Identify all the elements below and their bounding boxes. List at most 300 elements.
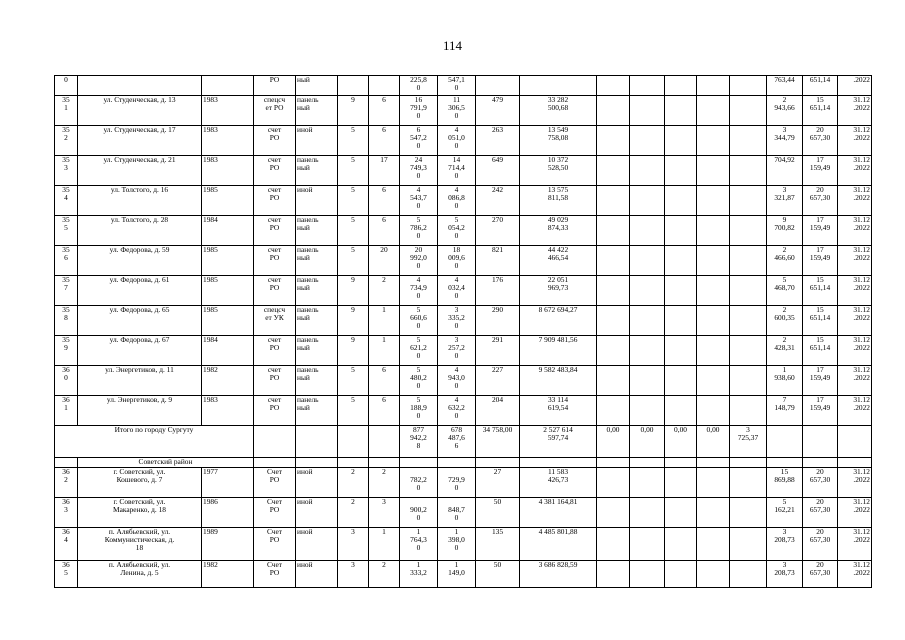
table-cell: 651,14	[803, 76, 838, 96]
table-cell: 821	[476, 246, 520, 276]
table-cell: счет РО	[254, 126, 296, 156]
table-cell	[665, 246, 697, 276]
table-cell	[697, 276, 730, 306]
table-cell: 479	[476, 96, 520, 126]
table-cell: 15 651,14	[803, 336, 838, 366]
table-cell: 5	[338, 366, 369, 396]
table-cell	[730, 396, 767, 426]
table-cell: панель ный	[296, 336, 338, 366]
table-cell	[665, 96, 697, 126]
table-cell: ул. Энергетиков, д. 11	[78, 366, 202, 396]
table-cell: 4 943,0 0	[438, 366, 476, 396]
table-cell: 1	[369, 336, 400, 366]
table-cell: 10 372 528,50	[520, 156, 597, 186]
table-cell	[630, 276, 665, 306]
table-cell	[338, 76, 369, 96]
table-cell: Счет РО	[254, 561, 296, 588]
table-cell: ул. Толстого, д. 16	[78, 186, 202, 216]
table-cell: 31.12 .2022	[838, 126, 872, 156]
table-cell: 17 159,49	[803, 396, 838, 426]
table-cell: 36 0	[55, 366, 78, 396]
total-value: 2 527 614 597,74	[520, 426, 597, 458]
table-cell	[730, 498, 767, 528]
table-row	[55, 396, 872, 426]
table-cell: счет РО	[254, 246, 296, 276]
table-cell	[597, 276, 630, 306]
table-cell: 20 657,30	[803, 186, 838, 216]
table-cell: 9 700,82	[767, 216, 803, 246]
table-cell	[665, 216, 697, 246]
table-cell	[338, 426, 369, 458]
table-cell: 1977	[202, 468, 254, 498]
table-cell: 704,92	[767, 156, 803, 186]
table-cell	[697, 186, 730, 216]
table-cell: 35 4	[55, 186, 78, 216]
table-cell: 3 208,73	[767, 561, 803, 588]
table-cell: 5 054,2 0	[438, 216, 476, 246]
total-value: 0,00	[665, 426, 697, 458]
table-cell	[597, 186, 630, 216]
total-label: Итого по городу Сургуту	[55, 426, 254, 458]
table-cell	[665, 276, 697, 306]
table-row	[55, 498, 872, 528]
table-cell: 4 734,9 0	[400, 276, 438, 306]
table-cell: 17 159,49	[803, 246, 838, 276]
table-cell: 33 282 500,68	[520, 96, 597, 126]
table-cell: 3 686 828,59	[520, 561, 597, 588]
table-row	[55, 276, 872, 306]
table-cell: иной	[296, 528, 338, 561]
table-cell	[803, 458, 838, 468]
table-cell	[597, 246, 630, 276]
table-cell: 6	[369, 126, 400, 156]
table-cell: 17 159,49	[803, 216, 838, 246]
table-cell: 1983	[202, 396, 254, 426]
table-cell: 36 1	[55, 396, 78, 426]
table-cell	[697, 76, 730, 96]
table-cell: 35 9	[55, 336, 78, 366]
table-cell: 4 632,2 0	[438, 396, 476, 426]
table-cell	[697, 336, 730, 366]
table-cell: 44 422 466,54	[520, 246, 597, 276]
table-cell: 763,44	[767, 76, 803, 96]
table-cell	[730, 246, 767, 276]
table-cell: Счет РО	[254, 498, 296, 528]
table-row	[55, 96, 872, 126]
table-cell: 6	[369, 396, 400, 426]
table-cell	[665, 468, 697, 498]
table-cell: ул. Студенческая, д. 13	[78, 96, 202, 126]
table-cell	[730, 186, 767, 216]
table-cell	[730, 156, 767, 186]
table-cell: панель ный	[296, 366, 338, 396]
table-cell: 33 114 619,54	[520, 396, 597, 426]
table-cell: 1	[369, 306, 400, 336]
table-cell: 9 582 483,84	[520, 366, 597, 396]
table-cell	[254, 426, 296, 458]
table-cell	[630, 458, 665, 468]
table-cell: иной	[296, 561, 338, 588]
table-cell	[665, 458, 697, 468]
table-row	[55, 126, 872, 156]
table-cell: 36 5	[55, 561, 78, 588]
table-cell: 5 188,9 0	[400, 396, 438, 426]
table-cell: 1 938,60	[767, 366, 803, 396]
table-cell: 20	[369, 246, 400, 276]
table-cell: 1 764,3 0	[400, 528, 438, 561]
table-cell: 20 992,0 0	[400, 246, 438, 276]
table-cell: п. Алябьевский, ул. Ленина, д. 5	[78, 561, 202, 588]
table-cell	[767, 458, 803, 468]
table-cell	[665, 306, 697, 336]
table-cell	[665, 336, 697, 366]
table-cell: РО	[254, 76, 296, 96]
table-cell	[697, 561, 730, 588]
table-cell	[697, 96, 730, 126]
table-row	[55, 528, 872, 561]
table-cell: 1985	[202, 186, 254, 216]
table-row	[55, 186, 872, 216]
table-cell: 2	[369, 468, 400, 498]
table-cell: 31.12 .2022	[838, 306, 872, 336]
table-cell: 848,7 0	[438, 498, 476, 528]
table-row	[55, 366, 872, 396]
table-cell	[730, 76, 767, 96]
table-cell: 0	[55, 76, 78, 96]
table-cell: счет РО	[254, 216, 296, 246]
table-cell: 3 321,87	[767, 186, 803, 216]
table-cell: 3	[369, 498, 400, 528]
table-cell: 1 398,0 0	[438, 528, 476, 561]
table-row	[55, 76, 872, 96]
table-cell: 1983	[202, 126, 254, 156]
table-row	[55, 156, 872, 186]
table-cell: ул. Федорова, д. 61	[78, 276, 202, 306]
table-cell: 35 5	[55, 216, 78, 246]
table-cell: 35 1	[55, 96, 78, 126]
table-cell: 20 657,30	[803, 468, 838, 498]
district-heading: Советский район	[78, 458, 254, 468]
table-cell: спецсч ет РО	[254, 96, 296, 126]
table-cell: 17 159,49	[803, 366, 838, 396]
table-cell	[697, 396, 730, 426]
table-cell	[730, 306, 767, 336]
table-cell: г. Советский, ул. Макаренко, д. 18	[78, 498, 202, 528]
table-cell	[665, 528, 697, 561]
table-cell: 5 468,70	[767, 276, 803, 306]
table-row	[55, 246, 872, 276]
page-number: 114	[442, 38, 463, 53]
table-cell: 31.12 .2022	[838, 396, 872, 426]
table-cell	[597, 561, 630, 588]
table-cell: 1 333,2	[400, 561, 438, 588]
table-cell	[369, 426, 400, 458]
table-cell	[630, 396, 665, 426]
table-cell: 14 714,4 0	[438, 156, 476, 186]
table-cell: 20 657,30	[803, 561, 838, 588]
table-cell	[730, 276, 767, 306]
table-cell: 1989	[202, 528, 254, 561]
table-cell: 2	[369, 561, 400, 588]
table-cell: 1985	[202, 306, 254, 336]
table-cell	[597, 216, 630, 246]
table-cell	[697, 366, 730, 396]
table-cell: 31.12 .2022	[838, 468, 872, 498]
table-cell	[438, 458, 476, 468]
table-cell: панель ный	[296, 156, 338, 186]
table-cell: 9	[338, 276, 369, 306]
table-cell: 2 428,31	[767, 336, 803, 366]
table-cell: 9	[338, 96, 369, 126]
table-cell	[296, 426, 338, 458]
table-cell	[697, 126, 730, 156]
table-cell	[597, 76, 630, 96]
table-cell: счет РО	[254, 336, 296, 366]
table-cell: 5	[338, 216, 369, 246]
table-cell: 3 344,79	[767, 126, 803, 156]
table-cell: 176	[476, 276, 520, 306]
table-cell	[697, 528, 730, 561]
table-row	[55, 336, 872, 366]
table-cell	[730, 216, 767, 246]
table-cell: 5 621,2 0	[400, 336, 438, 366]
table-cell: 20 657,30	[803, 498, 838, 528]
table-cell: 6	[369, 96, 400, 126]
table-cell: 2	[338, 468, 369, 498]
table-cell: 36 2	[55, 468, 78, 498]
table-cell	[597, 498, 630, 528]
table-cell	[803, 426, 838, 458]
table-cell: 290	[476, 306, 520, 336]
table-cell: .2022	[838, 76, 872, 96]
table-cell	[730, 126, 767, 156]
table-cell: 3 257,2 0	[438, 336, 476, 366]
table-cell: 35 7	[55, 276, 78, 306]
table-cell: 291	[476, 336, 520, 366]
table-cell: 6	[369, 186, 400, 216]
table-cell: 2 943,66	[767, 96, 803, 126]
table-cell	[597, 306, 630, 336]
table-cell: 5 786,2 0	[400, 216, 438, 246]
table-cell: 2	[338, 498, 369, 528]
table-cell	[665, 366, 697, 396]
table-cell	[476, 458, 520, 468]
table-cell: 50	[476, 561, 520, 588]
table-cell: 22 051 969,73	[520, 276, 597, 306]
table-cell: 7 909 481,56	[520, 336, 597, 366]
table-cell: 649	[476, 156, 520, 186]
table-cell: спецсч ет УК	[254, 306, 296, 336]
table-cell: 225,8 0	[400, 76, 438, 96]
table-cell: 242	[476, 186, 520, 216]
table-cell: 17 159,49	[803, 156, 838, 186]
table-cell: 11 306,5 0	[438, 96, 476, 126]
table-cell: иной	[296, 126, 338, 156]
table-cell: 31.12 .2022	[838, 561, 872, 588]
table-cell	[665, 156, 697, 186]
table-cell: 1983	[202, 156, 254, 186]
table-cell: панель ный	[296, 246, 338, 276]
total-value: 0,00	[630, 426, 665, 458]
table-cell	[665, 498, 697, 528]
table-cell	[838, 426, 872, 458]
table-cell	[520, 76, 597, 96]
table-cell	[697, 246, 730, 276]
table-cell: 263	[476, 126, 520, 156]
table-cell: 1984	[202, 336, 254, 366]
table-cell: 1985	[202, 246, 254, 276]
table-cell: 1982	[202, 561, 254, 588]
table-cell	[697, 498, 730, 528]
table-cell: счет РО	[254, 156, 296, 186]
table-cell: 17	[369, 156, 400, 186]
table-cell: 5	[338, 186, 369, 216]
table-cell	[697, 216, 730, 246]
table-cell: ный	[296, 76, 338, 96]
table-cell: 5 480,2 0	[400, 366, 438, 396]
table-cell: 9	[338, 306, 369, 336]
table-cell: 1	[369, 528, 400, 561]
table-cell	[296, 458, 338, 468]
table-cell: 4 543,7 0	[400, 186, 438, 216]
table-cell: 6 547,2 0	[400, 126, 438, 156]
table-cell: 35 8	[55, 306, 78, 336]
table-cell	[55, 458, 78, 468]
table-cell: 35 3	[55, 156, 78, 186]
table-cell: 4 051,0 0	[438, 126, 476, 156]
table-cell: 36 3	[55, 498, 78, 528]
table-cell: 5 660,6 0	[400, 306, 438, 336]
table-cell: панель ный	[296, 306, 338, 336]
table-cell: ул. Федорова, д. 65	[78, 306, 202, 336]
table-cell: панель ный	[296, 216, 338, 246]
table-cell: 3	[338, 561, 369, 588]
table-cell: 31.12 .2022	[838, 246, 872, 276]
table-cell: 135	[476, 528, 520, 561]
table-row	[55, 468, 872, 498]
table-cell: 7 148,79	[767, 396, 803, 426]
table-cell	[730, 96, 767, 126]
table-cell: счет РО	[254, 276, 296, 306]
total-value: 3 725,37	[730, 426, 767, 458]
table-cell: счет РО	[254, 186, 296, 216]
table-cell: 15 869,88	[767, 468, 803, 498]
table-cell	[697, 306, 730, 336]
table-cell: ул. Студенческая, д. 17	[78, 126, 202, 156]
table-cell: 20 657,30	[803, 528, 838, 561]
table-cell: 1982	[202, 366, 254, 396]
table-cell: 16 791,9 0	[400, 96, 438, 126]
table-cell	[630, 498, 665, 528]
table-cell	[730, 336, 767, 366]
table-cell: 1983	[202, 96, 254, 126]
table-cell: иной	[296, 186, 338, 216]
table-cell	[665, 186, 697, 216]
table-cell: 31.12 .2022	[838, 498, 872, 528]
table-cell: панель ный	[296, 276, 338, 306]
table-row	[55, 216, 872, 246]
table-cell: 2 466,60	[767, 246, 803, 276]
table-cell: п. Алябьевский, ул. Коммунистическая, д. 18	[78, 528, 202, 561]
table-cell: счет РО	[254, 396, 296, 426]
table-cell: 31.12 .2022	[838, 96, 872, 126]
table-cell	[767, 426, 803, 458]
table-cell	[697, 156, 730, 186]
table-cell: 31.12 .2022	[838, 276, 872, 306]
table-cell: 31.12 .2022	[838, 186, 872, 216]
table-cell: 4 381 164,81	[520, 498, 597, 528]
table-cell: 547,1 0	[438, 76, 476, 96]
table-cell: 24 749,3 0	[400, 156, 438, 186]
table-cell	[476, 76, 520, 96]
table-cell: 49 029 874,33	[520, 216, 597, 246]
table-cell	[630, 561, 665, 588]
table-cell: 227	[476, 366, 520, 396]
table-cell: ул. Энергетиков, д. 9	[78, 396, 202, 426]
table-cell	[597, 96, 630, 126]
table-cell: 2 600,35	[767, 306, 803, 336]
table-cell: 4 032,4 0	[438, 276, 476, 306]
total-value: 0,00	[697, 426, 730, 458]
table-cell: 3 208,73	[767, 528, 803, 561]
table-cell: 31.12 .2022	[838, 366, 872, 396]
table-cell: иной	[296, 498, 338, 528]
table-cell: 31.12 .2022	[838, 156, 872, 186]
table-cell: 31.12 .2022	[838, 336, 872, 366]
table-cell: 11 583 426,73	[520, 468, 597, 498]
table-cell	[665, 76, 697, 96]
table-cell	[630, 216, 665, 246]
table-cell	[630, 306, 665, 336]
table-cell	[697, 458, 730, 468]
table-cell: г. Советский, ул. Кошевого, д. 7	[78, 468, 202, 498]
table-cell: 1985	[202, 276, 254, 306]
table-cell	[630, 156, 665, 186]
total-row	[55, 426, 872, 458]
table-cell: 35 6	[55, 246, 78, 276]
table-row	[55, 561, 872, 588]
table-cell: панель ный	[296, 396, 338, 426]
table-cell	[630, 186, 665, 216]
table-cell: 5	[338, 246, 369, 276]
table-cell: Счет РО	[254, 528, 296, 561]
table-cell: 5	[338, 156, 369, 186]
table-cell	[730, 561, 767, 588]
total-value: 678 487,6 6	[438, 426, 476, 458]
total-value: 877 942,2 8	[400, 426, 438, 458]
table-cell: 18 009,6 0	[438, 246, 476, 276]
table-cell	[838, 458, 872, 468]
table-cell: 31.12 .2022	[838, 216, 872, 246]
table-cell: 20 657,30	[803, 126, 838, 156]
table-cell: 15 651,14	[803, 96, 838, 126]
table-cell	[630, 76, 665, 96]
table-cell: 4 485 801,88	[520, 528, 597, 561]
table-cell	[697, 468, 730, 498]
table-cell: иной	[296, 468, 338, 498]
table-cell: 5	[338, 126, 369, 156]
table-cell: 3	[338, 528, 369, 561]
table-cell: 31.12 .2022	[838, 528, 872, 561]
table-cell	[597, 458, 630, 468]
table-cell: ул. Толстого, д. 28	[78, 216, 202, 246]
table-cell: 729,9 0	[438, 468, 476, 498]
table-cell: 50	[476, 498, 520, 528]
table-cell: 6	[369, 366, 400, 396]
table-cell: 6	[369, 216, 400, 246]
table-cell: счет РО	[254, 366, 296, 396]
table-cell: 15 651,14	[803, 276, 838, 306]
